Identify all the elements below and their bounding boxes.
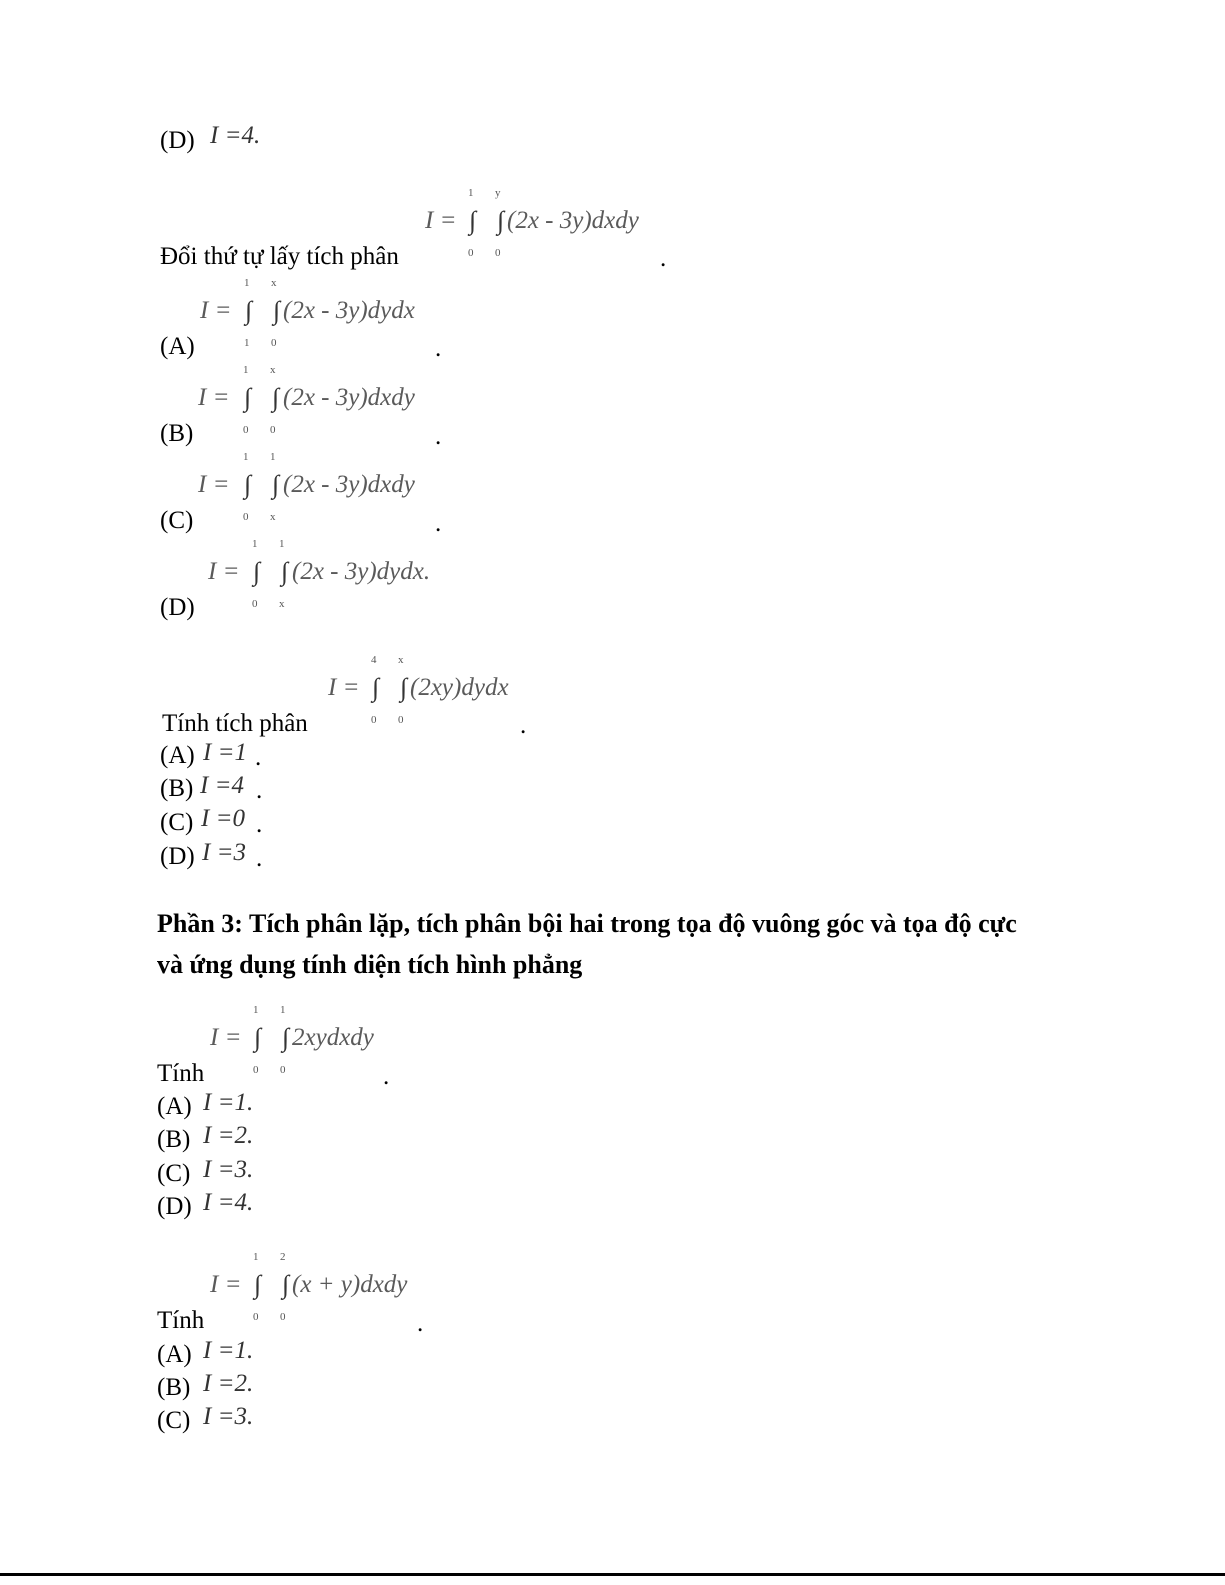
option-label: (A) [157, 1093, 192, 1120]
option-integral: I = 1 ∫ 0 x ∫ 0 (2x - 3y)dxdy [198, 364, 415, 436]
page-bottom-rule [0, 1573, 1225, 1576]
trailing-dot: . [660, 245, 667, 272]
question-prompt: Tính [157, 1307, 205, 1334]
option-integral: I = 1 ∫ 0 1 ∫ x (2x - 3y)dydx. [208, 538, 431, 610]
option-label: (C) [157, 1407, 191, 1434]
trailing-dot: . [256, 777, 263, 804]
trailing-dot: . [383, 1063, 390, 1090]
option-value: I =4. [203, 1189, 254, 1216]
option-value: I =4 [200, 772, 244, 799]
option-label: (B) [157, 1374, 191, 1401]
question-integral: I = 1 ∫ 0 y ∫ 0 (2x - 3y)dxdy [425, 187, 639, 259]
option-label: (D) [160, 127, 195, 154]
section-heading-line2: và ứng dụng tính diện tích hình phẳng [157, 950, 583, 979]
trailing-dot: . [255, 744, 262, 771]
option-label: (D) [157, 1193, 192, 1220]
option-value: I =4. [210, 122, 261, 149]
option-value: I =3. [203, 1156, 254, 1183]
question-integral: I = 4 ∫ 0 x ∫ 0 (2xy)dydx [328, 654, 509, 726]
question-integral: I = 1 ∫ 0 2 ∫ 0 (x + y)dxdy [210, 1251, 408, 1323]
trailing-dot: . [520, 712, 527, 739]
option-value: I =3 [202, 839, 246, 866]
option-label: (D) [160, 843, 195, 870]
question-prompt: Tính [157, 1060, 205, 1087]
question-prompt: Đổi thứ tự lấy tích phân [160, 243, 399, 270]
option-integral: I = 1 ∫ 0 1 ∫ x (2x - 3y)dxdy [198, 451, 415, 523]
option-label: (C) [160, 507, 194, 534]
option-label: (D) [160, 594, 195, 621]
option-label: (A) [160, 333, 195, 360]
option-label: (B) [160, 420, 194, 447]
option-label: (A) [157, 1341, 192, 1368]
trailing-dot: . [435, 423, 442, 450]
option-label: (B) [157, 1126, 191, 1153]
trailing-dot: . [417, 1310, 424, 1337]
option-value: I =0 [201, 805, 245, 832]
section-heading-line1: Phần 3: Tích phân lặp, tích phân bội hai trong tọa độ vuông góc và tọa độ cực [157, 909, 1017, 938]
trailing-dot: . [435, 510, 442, 537]
question-integral: I = 1 ∫ 0 1 ∫ 0 2xydxdy [210, 1004, 374, 1076]
option-label: (C) [160, 809, 194, 836]
trailing-dot: . [435, 335, 442, 362]
option-value: I =2. [203, 1122, 254, 1149]
trailing-dot: . [256, 811, 263, 838]
option-value: I =3. [203, 1403, 254, 1430]
option-value: I =2. [203, 1370, 254, 1397]
question-prompt: Tính tích phân [162, 710, 308, 737]
option-integral: I = 1 ∫ 1 x ∫ 0 (2x - 3y)dydx [200, 277, 415, 349]
option-value: I =1. [203, 1337, 254, 1364]
option-label: (C) [157, 1160, 191, 1187]
option-value: I =1. [203, 1089, 254, 1116]
option-label: (A) [160, 742, 195, 769]
option-label: (B) [160, 775, 194, 802]
option-value: I =1 [203, 739, 247, 766]
trailing-dot: . [256, 845, 263, 872]
